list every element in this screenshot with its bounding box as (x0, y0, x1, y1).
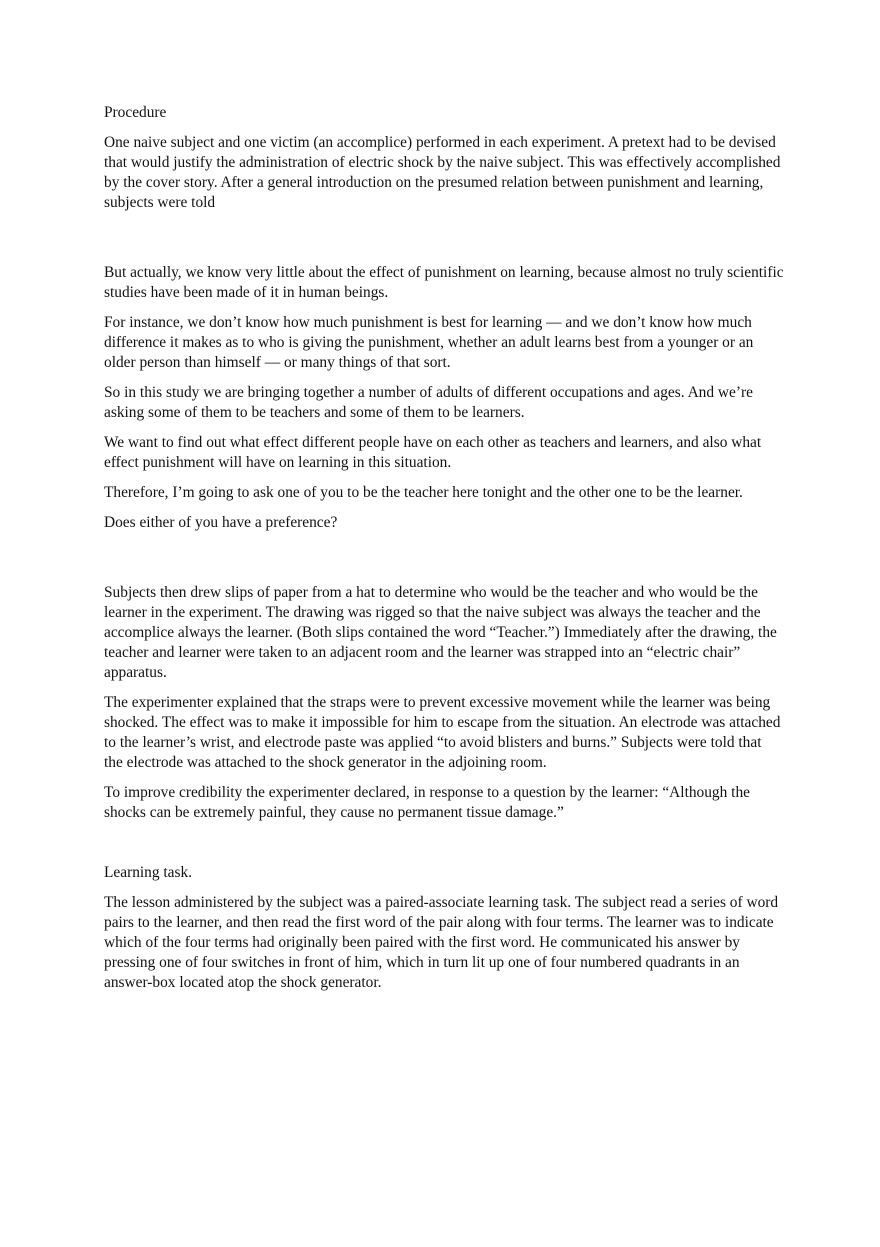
quote-paragraph: For instance, we don’t know how much punishment is best for learning — and we don’t know how much difference it makes as to who is giving the punishment, whether an adult learns best from a younger or an older person than himself — or many things of that sort. (104, 314, 754, 371)
quote-paragraph: Therefore, I’m going to ask one of you to be the teacher here tonight and the other one to be the learner. (104, 484, 743, 501)
body-paragraph: To improve credibility the experimenter declared, in response to a question by the learner: “Although the shocks can be extremely painful, they cause no permanent tissue damage.” (104, 784, 750, 821)
procedure-heading: Procedure (104, 104, 167, 121)
quote-paragraph: Does either of you have a preference? (104, 514, 338, 531)
quote-paragraph: But actually, we know very little about the effect of punishment on learning, because almost no truly scientific studies have been made of it in human beings. (104, 264, 784, 301)
spacer (104, 543, 784, 583)
spacer (104, 833, 784, 863)
body-paragraph: Subjects then drew slips of paper from a hat to determine who would be the teacher and who would be the learner in the experiment. The drawing was rigged so that the naive subject was always the teacher and the accomplice always the learner. (Both slips contained the word “Teacher.”) Immediately after the drawing, the teacher and learner were taken to an adjacent room and the learner was strapped into an “electric chair” apparatus. (104, 584, 777, 681)
intro-paragraph: One naive subject and one victim (an accomplice) performed in each experiment. A pretext had to be devised that would justify the administration of electric shock by the naive subject. This was effectively accomplished by the cover story. After a general introduction on the presumed relation between punishment and learning, subjects were told (104, 134, 781, 211)
learning-task-heading: Learning task. (104, 864, 193, 881)
quote-paragraph: So in this study we are bringing together a number of adults of different occupations and ages. And we’re asking some of them to be teachers and some of them to be learners. (104, 384, 753, 421)
quote-paragraph: We want to find out what effect different people have on each other as teachers and learners, and also what effect punishment will have on learning in this situation. (104, 434, 762, 471)
document-body (104, 103, 784, 1003)
learning-task-paragraph: The lesson administered by the subject was a paired-associate learning task. The subject read a series of word pairs to the learner, and then read the first word of the pair along with four terms. The learner was to indicate which of the four terms had originally been paired with the first word. He communicated his answer by pressing one of four switches in front of him, which in turn lit up one of four numbered quadrants in an answer-box located atop the shock generator. (104, 894, 779, 991)
spacer (104, 223, 784, 263)
body-paragraph: The experimenter explained that the straps were to prevent excessive movement while the learner was being shocked. The effect was to make it impossible for him to escape from the situation. An electrode was attached to the learner’s wrist, and electrode paste was applied “to avoid blisters and burns.” Subjects were told that the electrode was attached to the shock generator in the adjoining room. (104, 694, 781, 771)
